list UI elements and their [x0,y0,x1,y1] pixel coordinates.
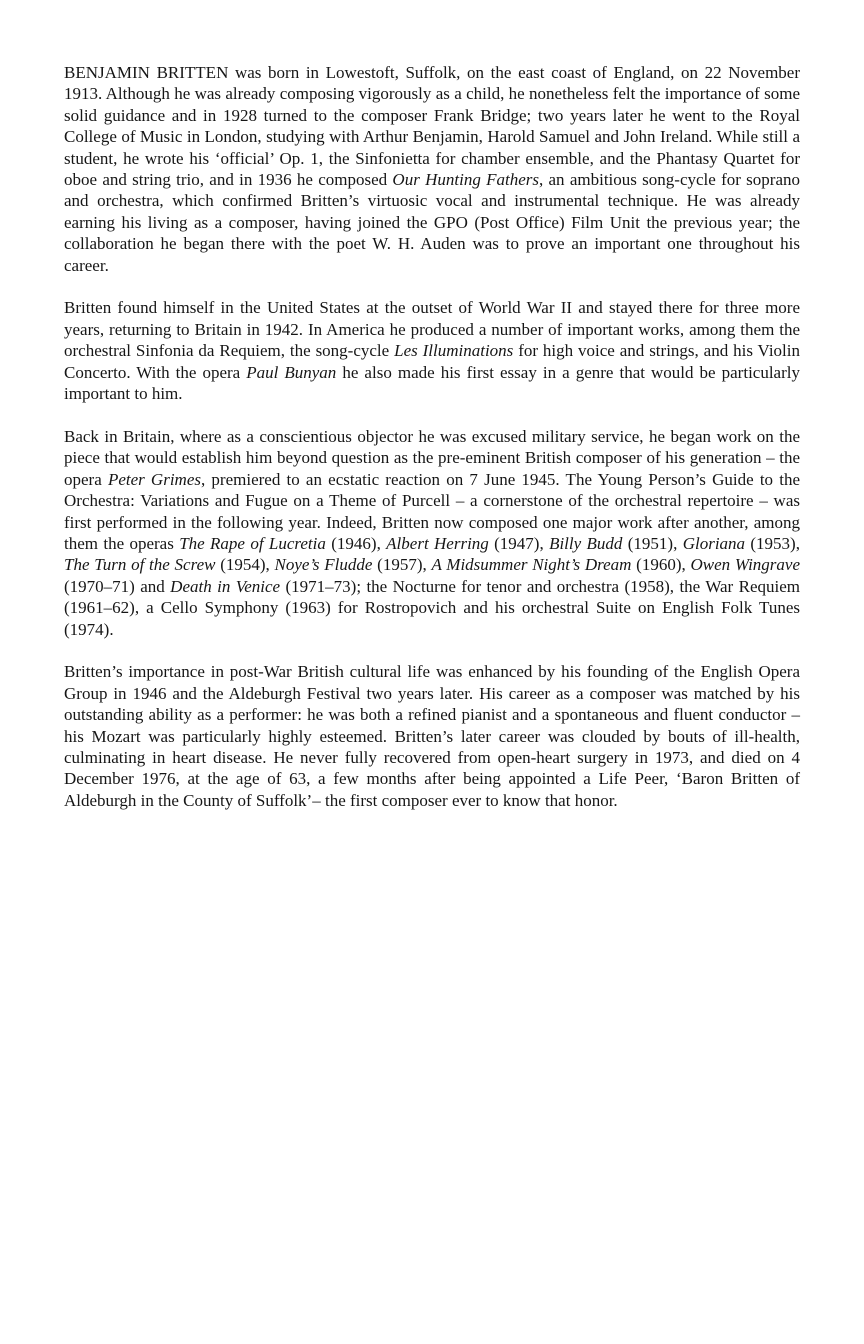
work-title-italic: Our Hunting Fathers [392,170,539,190]
work-title-italic: Noye’s Fludde [274,555,373,575]
work-title-italic: Billy Budd [549,533,623,553]
work-title-italic: The Rape of Lucretia [179,533,326,553]
work-title-italic: Owen Wingrave [690,555,801,575]
paragraph [64,62,800,276]
paragraph-text: (1970–71) and [64,576,171,596]
paragraph-text: Britten’s importance in post-War British cultural life was enhanced by his founding of the English Opera Group in 1946 and the Aldeburgh Festival two years later. His career as a composer was matched by his outstanding ability as a performer: he was both a refined pianist and a spontaneous and fluent conductor – his Mozart was particularly highly esteemed. Britten’s later career was clouded by bouts of ill-health, culminating in heart disease. He never fully recovered from open-heart surgery in 1973, and died on 4 December 1976, at the age of 63, a few months after being appointed a Life Peer, ‘Baron Britten of Aldeburgh in the County of Suffolk’– the first composer ever to know that honor. [64,662,800,810]
paragraph-text: (1947), [488,533,550,553]
paragraph-text: Back in Britain, where as a conscientious objector he was excused military service, he began work on the piece that would establish him beyond question as the pre-eminent British composer of his generation – the opera [64,426,800,489]
paragraph-text: , an ambitious song-cycle for soprano and orchestra, which confirmed Britten’s virtuosic vocal and instrumental technique. He was already earning his living as a composer, having joined the GPO (Post Office) Film Unit the previous year; the collaboration he began there with the poet W. H. Auden was to prove an important one throughout his career. [64,170,801,275]
work-title-italic: Peter Grimes [107,469,201,489]
work-title-italic: Gloriana [682,533,746,553]
paragraph-text: (1960), [631,555,691,575]
paragraph-text: for high voice and strings, and his Violin Concerto. With the opera [64,341,800,382]
work-title-italic: Death in Venice [170,576,281,596]
work-title-italic: Les Illuminations [394,341,514,361]
work-title-italic: Paul Bunyan [246,362,337,382]
article-body [64,62,800,811]
work-title-italic: Albert Herring [386,533,489,553]
paragraph-text: (1957), [372,555,432,575]
paragraph [64,426,800,640]
paragraph-text: (1971–73); the Nocturne for tenor and orchestra (1958), the War Requiem (1961–62), a Cello Symphony (1963) for Rostropovich and his orchestral Suite on English Folk Tunes (1974). [64,576,800,639]
work-title-italic: The Turn of the Screw [64,555,216,575]
paragraph-text: Britten found himself in the United States at the outset of World War II and stayed there for three more years, returning to Britain in 1942. In America he produced a number of important works, among them the orchestral Sinfonia da Requiem, the song-cycle [64,298,800,361]
paragraph-text: BENJAMIN BRITTEN was born in Lowestoft, Suffolk, on the east coast of England, on 22 November 1913. Although he was already composing vigorously as a child, he nonetheless felt the importance of some solid guidance and in 1928 turned to the composer Frank Bridge; two years later he went to the Royal College of Music in London, studying with Arthur Benjamin, Harold Samuel and John Ireland. While still a student, he wrote his ‘official’ Op. 1, the Sinfonietta for chamber ensemble, and the Phantasy Quartet for oboe and string trio, and in 1936 he composed [64,63,800,190]
paragraph-text: (1953), [745,533,800,553]
paragraph-text: (1951), [622,533,683,553]
paragraph-text: he also made his first essay in a genre that would be particularly important to him. [64,362,800,404]
paragraph-text: , premiered to an ecstatic reaction on 7 June 1945. The Young Person’s Guide to the Orchestra: Variations and Fugue on a Theme of Purcell – a cornerstone of the orchestral repertoire – was first performed in the following year. Indeed, Britten now composed one major work after another, among them the operas [64,469,800,553]
paragraph-text: (1954), [215,555,275,575]
paragraph-text: (1946), [325,533,387,553]
paragraph [64,297,800,404]
work-title-italic: A Midsummer Night’s Dream [431,555,632,575]
paragraph [64,661,800,811]
